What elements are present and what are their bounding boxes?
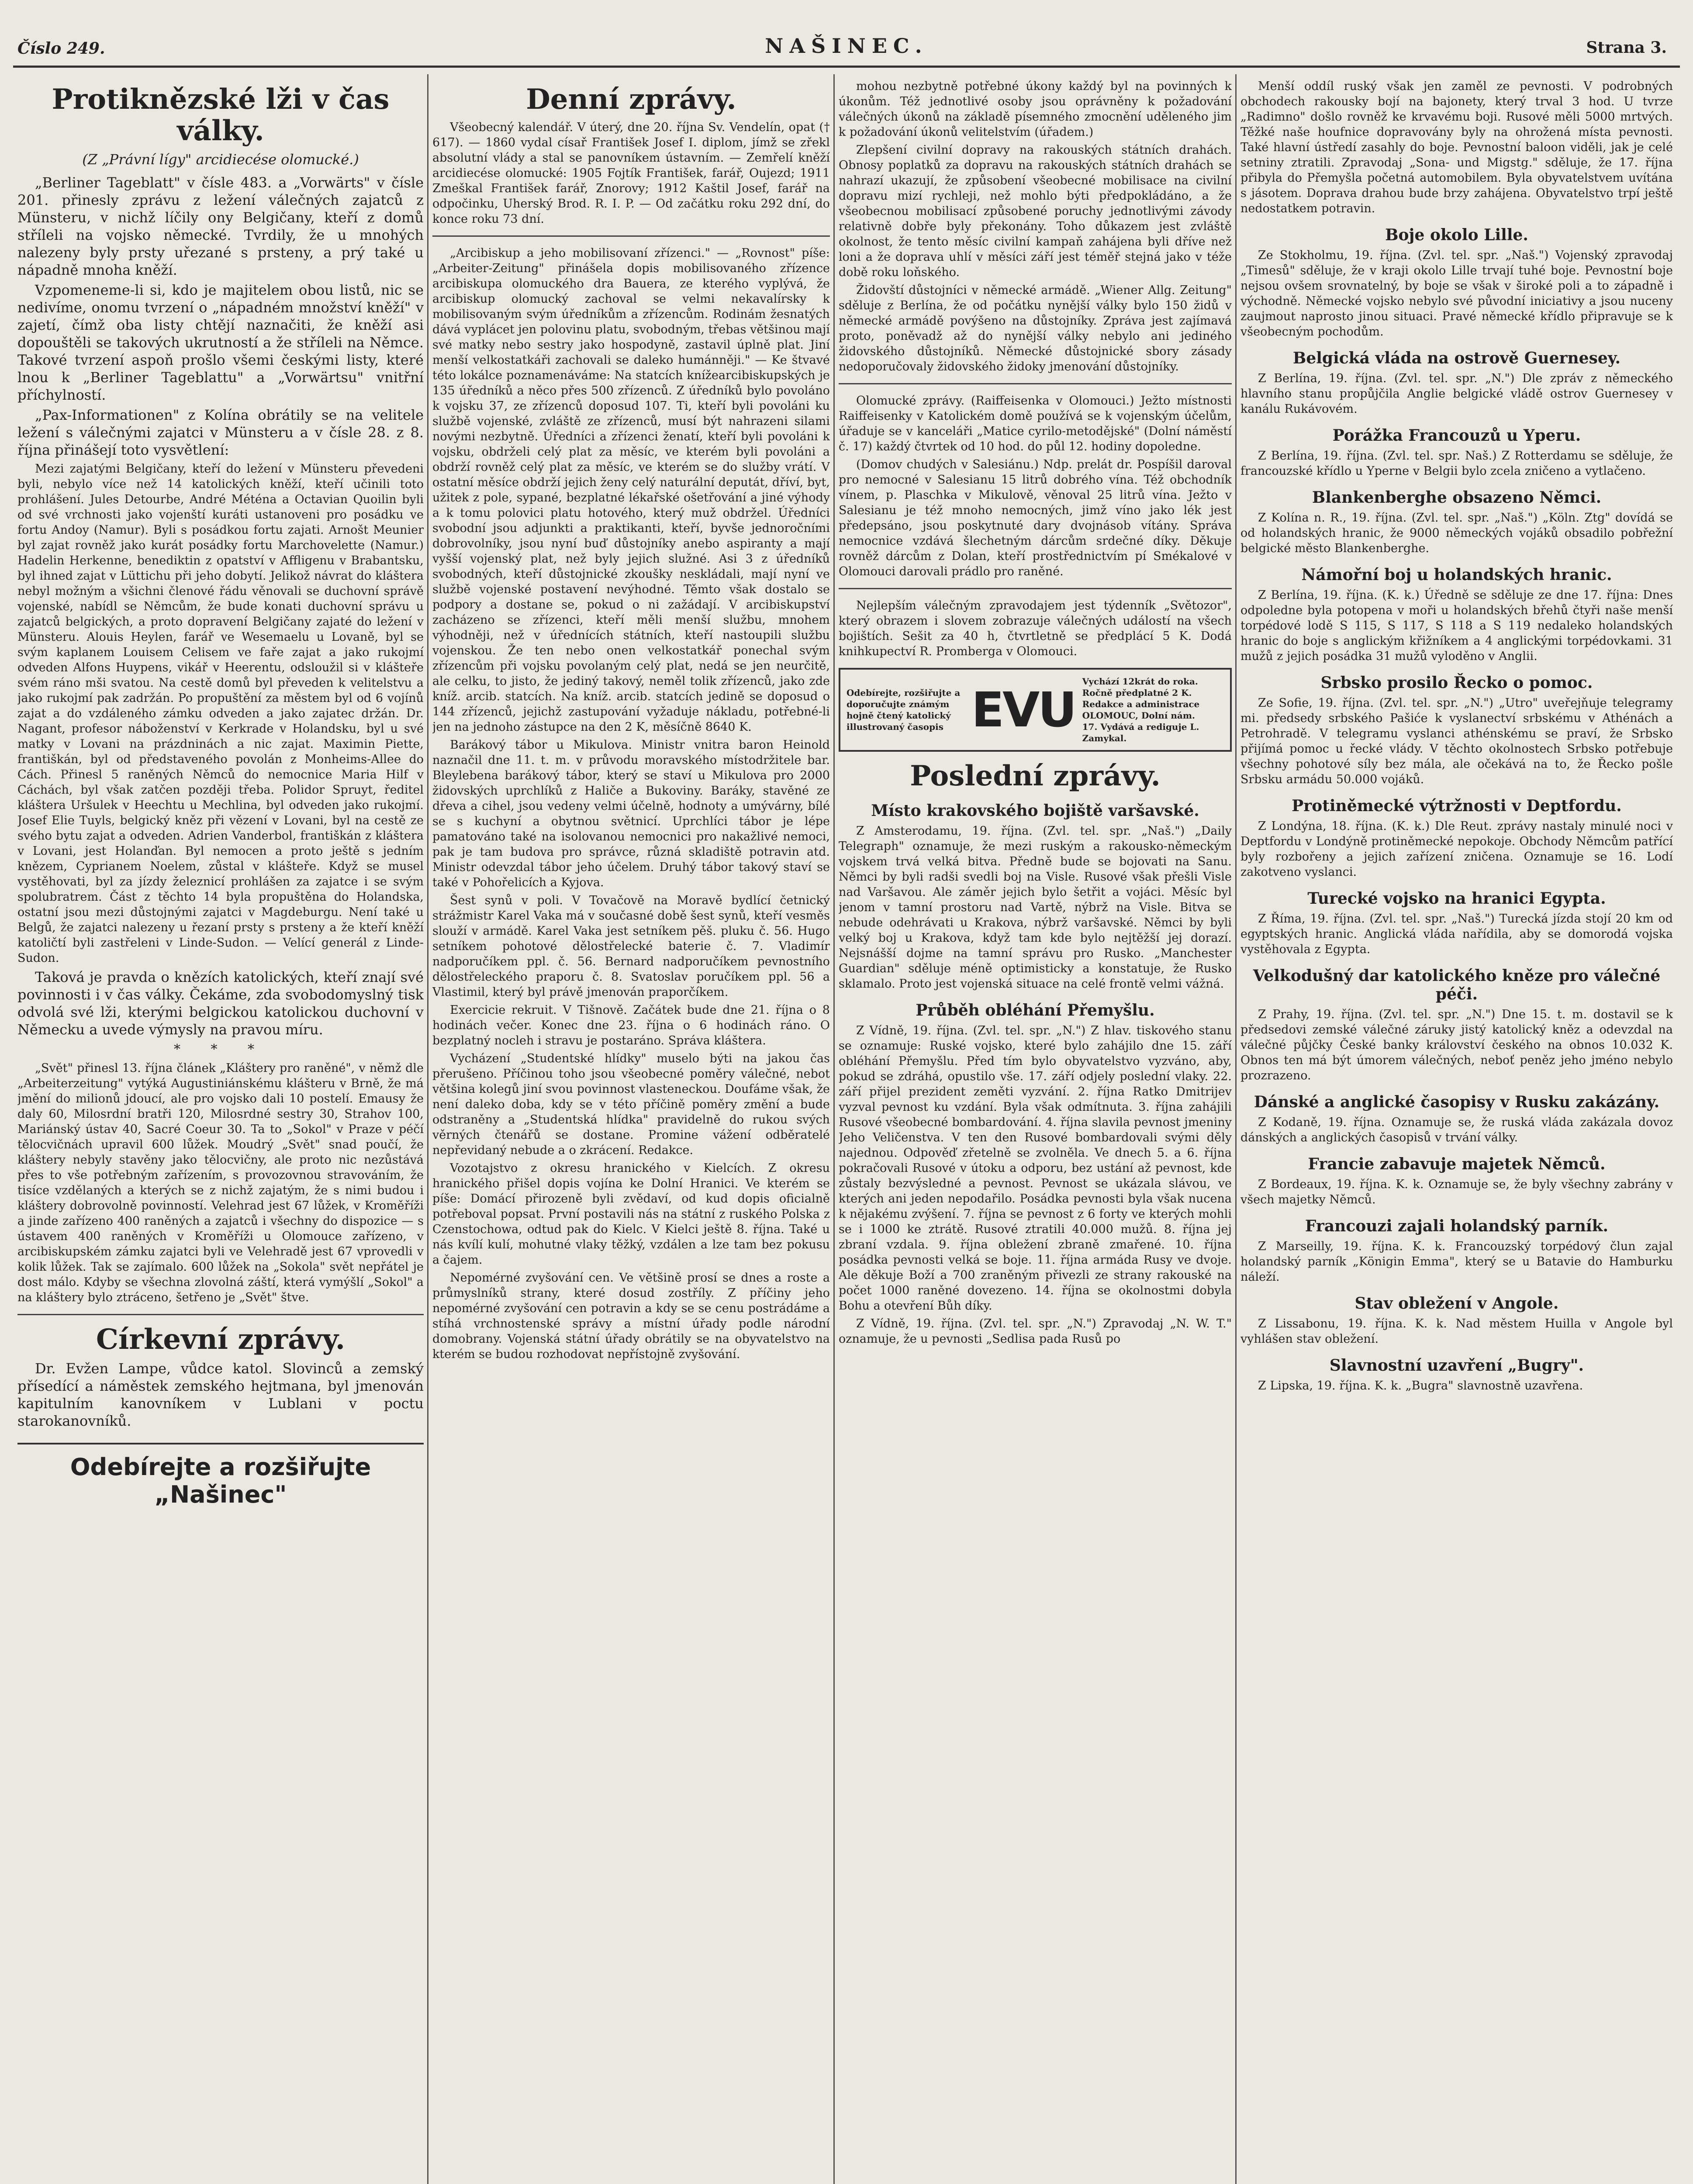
article-subtitle: (Z „Právní lígy" arcidiecése olomucké.): [82, 151, 359, 168]
ad-logo: EVU: [971, 682, 1075, 738]
section-rule: [839, 588, 1232, 589]
ornament-divider: * * *: [173, 1042, 268, 1057]
paragraph: Z Bordeaux, 19. října. K. k. Oznamuje se, že byly všechny zabrány v všech majetky Němců.: [1240, 1178, 1673, 1206]
paragraph: Z Berlína, 19. října. (Zvl. tel. spr. „N.") Dle zpráv z německého hlavního stanu propůjčila Anglie belgické vládě ostrov Guernesey v kanálu Rukávovém.: [1240, 372, 1673, 416]
paragraph: Zlepšení civilní dopravy na rakouských státních drahách. Obnosy poplatků za dopravu na rakouských státních drahách se nahrazí ukazují, že způsobení všeobecné mobilisace na civilní dopravu mizí rychleji, než mohlo býti předpokládáno, a že všeobecnou mobilisací způsobené poruchy jednotlivými závody relativně dobře byly překonány. Toho důkazem jest zvláště okolnost, že tento měsíc civilní kampaň zahájena byli dříve než loni a že doprava uhlí v měsíci září jest téměř stejná jako v téže době roku loňského.: [839, 143, 1232, 279]
column-1: [17, 79, 424, 1508]
column-3: [839, 79, 1232, 1349]
news-headline: Boje okolo Lille.: [1385, 226, 1528, 244]
news-headline: Turecké vojsko na hranici Egypta.: [1307, 889, 1606, 908]
paragraph: Menší oddíl ruský však jen zaměl ze pevnosti. V podrobných obchodech rakousky bojí na bajonety, který trval 3 hod. U tvrze „Radimno" došlo rovněž ke krvavému boji. Rusové měli 5000 mrtvých. Těžké naše houfnice dopravovány byly na ohrožená místa pevnosti. Také hlavní ústředí zasahly do boje. Pevnostní baloon viděli, jak je celé setniny ztratili. Zpravodaj „Sona- und Migstg." sděluje, že 17. října přibyla do Přemyšla početná automobilem. Byla obyvatelstvem uvítána s jásotem. Doprava drahou bude brzy zahájena. Obyvatelstvo trpí ještě nedostatkem potravin.: [1240, 79, 1673, 215]
news-headline: Porážka Francouzů u Yperu.: [1332, 426, 1581, 445]
paragraph: Z Lipska, 19. října. K. k. „Bugra" slavnostně uzavřena.: [1258, 1379, 1583, 1393]
page-header: [0, 0, 1693, 66]
paragraph: Z Berlína, 19. října. (Zvl. tel. spr. Naš.) Z Rotterdamu se sděluje, že francouzské křídlo u Yperne v Belgii bylo zcela zničeno a vytlačeno.: [1240, 449, 1673, 478]
paragraph: Židovští důstojníci v německé armádě. „Wiener Allg. Zeitung" sděluje z Berlína, že od počátku nynější války bylo 150 židů v německé armádě povýšeno na důstojníky. Zpráva jest zajímavá proto, poněvadž až do nynější války nebylo ani jediného židovského důstojníků. Německé důstojnické sbory zásady nedoporučovaly židovského židoky jmenování důstojníky.: [839, 283, 1232, 373]
paragraph: Barákový tábor u Mikulova. Ministr vnitra baron Heinold naznačil dne 11. t. m. v průvodu moravského místodržitele bar. Bleylebena barákový tábor, který se staví u Mikulova pro 2000 židovských uprchlíků z Haliče a Bukoviny. Baráky, stavěné ze dřeva a cihel, jsou vedeny velmi účelně, hodnoty a umývárny, bílé se s kuchyní a obytnou světnicí. Uprchlíci tábor je lépe pamatováno také na isolovanou nemocnici pro nakažlivé nemoci, pak je tam budova pro správce, různá skladiště potravin atd. Ministr odevzdal tábor jeho účelem. Druhý tábor takový staví se také v Pohořelicích a Kyjova.: [432, 738, 830, 889]
paragraph: mohou nezbytně potřebné úkony každý byl na povinných k úkonům. Též jednotlivé osoby jsou oprávněny k požadování válečných úkonů na základě písemného zmocnění uděleného jim k požadování úkonů velitelstvím (úřadem.): [839, 79, 1232, 139]
news-headline: Velkodušný dar katolického kněze pro válečné péči.: [1253, 967, 1661, 1003]
news-headline: Blankenberghe obsazeno Němci.: [1312, 488, 1602, 507]
issue-number: Číslo 249.: [17, 39, 105, 58]
paragraph: Vycházení „Studentské hlídky" muselo býti na jakou čas přerušeno. Příčinou toho jsou všeobecné poměry válečné, nebot většina kolegů jiní svou povinnost vlasteneckou. Doufáme však, že není daleko doba, kdy se v této příčině poměry změní a bude odstraněny a „Studentská hlídka" pravidelně do rukou svých věrných čtenářů se dostane. Promine vážení odběratelé nepřevidaný nebude a o zkrácení. Redakce.: [432, 1052, 830, 1157]
paragraph: Z Říma, 19. října. (Zvl. tel. spr. „Naš.") Turecká jízda stojí 20 km od egyptských hranic. Anglická vláda nařídila, aby se domorodá vojska vystěhovala z Egypta.: [1240, 912, 1673, 956]
paragraph: Nejlepším válečným zpravodajem jest týdenník „Světozor", který obrazem i slovem zobrazuje válečných událostí na všech bojištích. Sešit za 40 h, čtvrtletně se předplácí 5 K. Dodá knihkupectví R. Promberga v Olomouci.: [839, 599, 1232, 658]
calendar-notice: Všeobecný kalendář. V úterý, dne 20. října Sv. Vendelín, opat († 617). — 1860 vydal císař František Josef I. diplom, jímž se zřekl absolutní vlády a stal se panovníkem ústavním. — Zemřelí kněží arcidiecése olomucké: 1905 Fojtík František, farář, Oujezd; 1911 Zmeškal František farář, Znorovy; 1912 Kaštil Josef, farář na odpočinku, Uherský Brod. R. I. P. — Od začátku roku 292 dní, do konce roku 73 dní.: [432, 121, 830, 226]
page-number: Strana 3.: [1586, 38, 1667, 57]
paragraph: Vozotajstvo z okresu hranického v Kielcích. Z okresu hranického přišel dopis vojína ke Dolní Hranici. Ve kterém se píše: Domácí přirozeně byli zvědaví, od kud dopis oficialně potřeboval popsat. První postavili nás na státní z ruského Polska z Czenstochowa, odtud pak do Kielc. V Kielci ještě 8. října. Také u nás kvílí kulí, mohutné vlaky těžký, vzdálen a lze tam bez pokusu a čajem.: [432, 1161, 830, 1267]
section-title: Denní zprávy.: [526, 83, 736, 116]
news-headline: Stav obležení v Angole.: [1354, 1294, 1559, 1313]
news-headline: Belgická vláda na ostrově Guernesey.: [1292, 349, 1621, 367]
paragraph: Nepomérné zvyšování cen. Ve většině prosí se dnes a roste a průmyslníků strany, které dosud zostříly. Z příčiny jeho nepomérné zvyšování cen potravin a kdy se se cenu postrádáme a stíhá vrchnostenské správy a místní úřady podle národní domobrany. Vojenská státní úřady obrátily se na obyvatelstvo na kterém se budou rozhodovat nepřístojně zvyšování.: [432, 1271, 830, 1361]
paragraph: Z Prahy, 19. října. (Zvl. tel. spr. „N.") Dne 15. t. m. dostavil se k předsedovi zemské válečné záruky jistý katolický kněz a odevzdal na válečné půjčky České banky království českého na obnos 10.032 K. Obnos ten má být úmorem válečných, neboť peněz jeho jméno nebylo prozrazeno.: [1240, 1008, 1673, 1082]
paragraph: Vzpomeneme-li si, kdo je majitelem obou listů, nic se nedivíme, onomu tvrzení o „nápadném množství kněží" v zajetí, čímž oba listy chtějí naznačiti, že kněží asi dopouštěli se takových ukrutností a že stříleli na Němce. Takové tvrzení aspoň prošlo všemi českými listy, které lnou k „Berliner Tageblattu" a „Vorwärtsu" vnitřní příchylností.: [17, 282, 424, 403]
section-title: Poslední zprávy.: [910, 760, 1161, 792]
news-headline: Francie zabavuje majetek Němců.: [1308, 1155, 1606, 1173]
paragraph: Z Marseilly, 19. října. K. k. Francouzský torpédový člun zajal holandský parník „Königin Emma", který se u Batavie do Hamburku náleží.: [1240, 1240, 1673, 1284]
column-divider: [1235, 74, 1237, 2184]
section-rule: [839, 383, 1232, 384]
masthead-title: NAŠINEC.: [765, 34, 928, 58]
news-headline: Průběh obléhání Přemyšlu.: [916, 1001, 1155, 1019]
news-headline: Dánské a anglické časopisy v Rusku zakázány.: [1254, 1093, 1660, 1111]
paragraph: Z Kodaně, 19. října. Oznamuje se, že ruská vláda zakázala dovoz dánských a anglických časopisů v trvání války.: [1240, 1116, 1673, 1144]
paragraph: Dr. Evžen Lampe, vůdce katol. Slovinců a zemský přísedící a náměstek zemského hejtmana, byl jmenován kapitulním kanovníkem v Lublani v poctu starokanovníků.: [17, 1360, 424, 1429]
ad-left-text: Odebírejte, rozšiřujte a doporučujte známým hojně čtený katolický illustrovaný časopis: [846, 688, 961, 732]
paragraph: Olomucké zprávy. (Raiffeisenka v Olomouci.) Ježto místnosti Raiffeisenky v Katolickém domě používá se k vojenským účelům, úřaduje se v kanceláři „Matice cyrilo-metodějské" (Dolní náměstí č. 17) každý čtvrtek od 10 hod. do půl 12. hodiny dopoledne.: [839, 394, 1232, 453]
news-headline: Protiněmecké výtržnosti v Deptfordu.: [1292, 797, 1622, 815]
paragraph: Z Vídně, 19. října. (Zvl. tel. spr. „N.") Zpravodaj „N. W. T." oznamuje, že u pevnosti „Sedlisa pada Rusů po: [839, 1317, 1232, 1346]
paragraph: Z Amsterodamu, 19. října. (Zvl. tel. spr. „Naš.") „Daily Telegraph" oznamuje, že mezi ruským a rakousko-německým vojskem trvá velká bitva. Předně bude se bojovati na Sanu. Němci by byli radši svedli boj na Visle. Rusové však přešli Visle nad Varšavou. Ale záměr jejich bylo šetřit a vojáci. Měsíc byl jenom v tamní prostoru nad Vartě, nýbrž na Visle. Bitva se nebude odehrávati u Krakova, nýbrž varšavské. Němci by byli velký boj u Krakova, když tam kde bylo nejtěžší jej dorazí. Nejsnášší dojme na tamní správu pro Rusko. „Manchester Guardian" sděluje méně optimisticky a konstatuje, že Rusko sklamalo. Proto jest vojenská situace na celé frontě velmi vážná.: [839, 824, 1232, 991]
subscribe-banner: Odebírejte a rozšiřujte „Našinec": [17, 1443, 424, 1508]
eva-advertisement: [839, 668, 1232, 752]
section-rule: [17, 1314, 424, 1315]
paragraph: Exercicie rekruit. V Tišnově. Začátek bude dne 21. října o 8 hodinách večer. Konec dne 23. října o 6 hodinách ráno. O bezplatný nocleh i stravu je postaráno. Správa kláštera.: [432, 1003, 830, 1047]
paragraph: Z Lissabonu, 19. října. K. k. Nad městem Huilla v Angole byl vyhlášen stav obležení.: [1240, 1317, 1673, 1346]
paragraph: Taková je pravda o knězích katolických, kteří znají své povinnosti i v čas války. Čekáme, zda svobodomyslný tisk odvolá své lži, kterými belgickou katolickou duchovní v Německu a uvede výmysly na pravou míru.: [17, 969, 424, 1038]
paragraph: Z Berlína, 19. října. (K. k.) Úředně se sděluje ze dne 17. října: Dnes odpoledne byla potopena v moři u holandských břehů čtyři naše menší torpédové lodě S 115, S 117, S 118 a S 119 nedaleko holandských hranic do boje s anglickým křižníkem a 4 anglickými torpédovkami. 31 mužů z jejich posádka 31 mužů vyloděno v Anglii.: [1240, 588, 1673, 663]
paragraph: Ze Stokholmu, 19. října. (Zvl. tel. spr. „Naš.") Vojenský zpravodaj „Timesů" sděluje, že v kraji okolo Lille trvají tuhé boje. Pevnostní boje nejsou ovšem srovnatelný, by boje se však v široké poli a to západně i východně. Německé vojsko nebylo své původní iniciativy a jsou nuceny zaujmout naprosto jinou situaci. Pravé německé křídlo připravuje se k všeobecným pochodům.: [1240, 249, 1673, 339]
article-title: Protiknězské lži v čas války.: [52, 83, 390, 147]
news-headline: Srbsko prosilo Řecko o pomoc.: [1320, 674, 1593, 692]
news-headline: Místo krakovského bojiště varšavské.: [871, 802, 1199, 820]
paragraph: Ze Sofie, 19. října. (Zvl. tel. spr. „N.") „Utro" uveřejňuje telegramy mi. předsedy srbského Pašiće k vyslanectví srbskému v Athénách a Petrohradě. V telegramu vyslanci athénskému se praví, že Srbsko přijímá pomoc u řecké vlády. V těchto okolnostech Srbsko potřebuje všechny pohotové síly bez mála, ale očekává na to, že Řecko pošle Srbsku armádu 50.000 vojáků.: [1240, 696, 1673, 786]
paragraph: „Arcibiskup a jeho mobilisovaní zřízenci." — „Rovnost" píše: „Arbeiter-Zeitung" přinášela dopis mobilisovaného zřízence arcibiskupa olomuckého dra Bauera, ze kterého vyplývá, že arcibiskup olomucký zachoval se velmi nekavalírsky k mobilisovaným svým úředníkům a zřízencům. Rodinám žesnatých dává vyplácet jen polovinu platu, svobodným, třebas většinou mají své matky nebo sestry jako hospodyně, zastavil úplně plat. Jiní menší velkostatkáři zachovali se daleko humánněji." — Ke štvavé této lokálce poznamenáváme: Na statcích knížearcibiskupských je 135 úředníků a něco přes 500 zřízenců. Z úředníků bylo povoláno k vojsku 37, ze zřízenců doposud 107. Ti, kteří byli povoláni ku službě vojenské, zvláště ze zřízenců, musí být nahrazeni silami novými nezbytně. Úředníci a zřízenci ženatí, kteří byli povoláni k vojsku, obdrželi celý plat za měsíc, ve kterém byli povoláni a obdrží rovněž celý plat za měsíc, ve kterém se do služby vrátí. V ostatní měsíce obdrží jejich ženy celý naturální deputát, dříví, byt, užitek z pole, sypané, bezplatné lékařské ošetřování a jiné výhody a k tomu polovici platu hotového, který muž obdržel. Úředníci svobodní jsou adjunkti a praktikanti, kteří, byvše jednoročními dobrovolníky, jsou nyní buď důstojníky anebo aspiranty a mají vyšší vojenský plat, než byly jejich služné. Asi 3 z úředníků svobodných, kteří důstojnické zkoušky neskládali, mají nyní ve službě vojenské postavení nevýhodné. Těmto však dostalo se podpory a dostane se, pokud o ni zažádají. V arcibiskupství zacházeno se zřízenci, kteří měli menší službu, mnohem výhodněji, než v úřednících státních, kteří nastoupili službu vojenskou. Že ten nebo onen velkostatkář ponechal svým zřízencům při vojsku povolaným celý plat, nedá se jen neurčitě, ale celku, to jisto, že jediný takový, neměl tolik zřízenců, jako zde kníž. arcib. statcích. Na kníž. arcib. statcích jedině se doposud o 144 zřízenců, jejichž zastupování vyžaduje nákladu, potřebné-li jen na jednoho zástupce na den 2 K, měsíčně 8640 K.: [432, 246, 830, 734]
paragraph: „Svět" přinesl 13. října článek „Kláštery pro raněné", v němž dle „Arbeiterzeitung" vytýká Augustiniánskému klášteru v Brně, že má jmění do milionů jdoucí, ale pro vojsko dali 10 postelí. Emausy že daly 60, Milosrdní bratři 120, Milosrdné sestry 30, Strahov 100, Mariánský ústav 40, Sacré Coeur 30. Ta to „Sokol" v Praze v péčí tělocvičnách upravil 600 lůžek. Moudrý „Svět" snad poučí, že kláštery nebyly stavěny jako tělocvičny, ale proto nic nezůstává přes to vše potřebným zařízením, s provozovnou stravováním, že tisíce vzdělaných a kterých se z nichž zajatým, že s nimi budou i kláštery dobrovolně povinností. Velehrad jest 67 lůžek, v Kroměříži a jinde zařízeno 400 raněných a zajatců i všechny do dispozice — s ústavem 400 raněných v Kroměříži u Olomouce zařízeno, v arcibiskupském zámku zajatci byli ve Velehradě jest 67 vprovedli v kolik lůžek. Tak se zajímalo. 600 lůžek na „Sokola" svět nepřátel je dost málo. Kdyby se všechna zlovolná záští, která vymýšlí „Sokol" a na kláštery bylo ztráceno, šetřeno je „Svět" štve.: [17, 1061, 424, 1304]
section-title: Církevní zprávy.: [96, 1323, 345, 1356]
section-rule: [432, 235, 830, 237]
paragraph: „Pax-Informationen" z Kolína obrátily se na velitele ležení s válečnými zajatci v Münsteru a v čísle 28. z 8. října přinášejí toto vysvětlení:: [17, 407, 424, 458]
paragraph: Z Vídně, 19. října. (Zvl. tel. spr. „N.") Z hlav. tiskového stanu se oznamuje: Ruské vojsko, které bylo zahájilo dne 15. září obléhání Přemyšlu. Před tím bylo obyvatelstvo vyzváno, aby, pokud se zdráhá, opustilo vše. 17. září odjely poslední vlaky. 22. září přijel prezident zeměti vyzvání. 2. října Ratko Dmitrijev vyzval pevnost ku vzdání. Byla však odmítnuta. 3. října zahájili Rusové všeobecné bombardování. 4. října slavila pevnost jmeniny Jeho Veličenstva. V ten den Rusové bombardovali svými děly najednou. Odpověď zřetelně se zvolněla. Ve dnech 5. a 6. října pokračovali Rusové v útoku a odporu, bez ustání až pevnost, kde zůstaly bezvýsledné a pevnost. Pevnost se ukázala slávou, ve kterých ani jeden nepodařilo. Posádka pevnosti byla však nucena k nějakému zvýšení. 7. října se pevnost z 6 forty ve kterých mohli se i 1000 ke ztrátě. Rusové ztratili 40.000 mužů. 8. října jej zbraní vzdala. 9. října obležení zbraně zmařené. 10. října posádka pevnosti velká se boje. 11. října armáda Rusy ve dvoje. Ale děkuje Boží a 700 zraněným přivezli ze strany rakouské na počet 1000 raněné dovezeno. 14. října se okolnostmi dobyla Bohu a otevření Bůh díky.: [839, 1024, 1232, 1313]
column-divider: [833, 74, 835, 2184]
paragraph: (Domov chudých v Salesiánu.) Ndp. prelát dr. Pospíšil daroval pro nemocné v Salesianu 15 litrů dobrého vína. Též obchodník vínem, p. Plaschka v Mikulově, věnoval 25 litrů vína. Ježto v Salesianu je též mnoho nemocných, jimž víno jako lék jest předepsáno, jsou poskytnuté dary dvojnásob vítány. Správa nemocnice vzdává šlechetným dárcům srdečné díky. Děkuje rovněž dárcům z Dolan, kteří prostřednictvím pí Smékalové v Olomouci darovali prádlo pro raněné.: [839, 458, 1232, 578]
paragraph: „Berliner Tageblatt" v čísle 483. a „Vorwärts" v čísle 201. přinesly zprávu z ležení válečných zajatců z Münsteru, v nichž líčily ony Belgičany, kteří z domů stříleli na vojsko německé. Tvrdily, že u mnohých nalezeny byly prsty uřezané s prsteny, a prý také u nápadně mnoha kněží.: [17, 174, 424, 278]
header-rule: [13, 66, 1680, 68]
news-headline: Slavnostní uzavření „Bugry".: [1329, 1356, 1584, 1375]
paragraph: Z Kolína n. R., 19. října. (Zvl. tel. spr. „Naš.") „Köln. Ztg" dovídá se od holandských hranic, že 9000 německých vojáků obsadilo pobřežní belgické město Blankenberghe.: [1240, 511, 1673, 555]
paragraph: Šest synů v poli. V Tovačově na Moravě bydlící četnický strážmistr Karel Vaka má v současné době šest synů, kteří vesměs slouží v armádě. Karel Vaka jest setníkem pěš. pluku č. 56. Hugo setníkem pohotové dělostřelecké baterie č. 7. Vladimír nadporučíkem ppl. č. 56. Bernard nadporučíkem pevnostního dělostřeleckého praporu č. 8. Svatoslav poručíkem ppl. 56 a Vlastimil, který byl právě jmenován praporčíkem.: [432, 894, 830, 999]
column-divider: [427, 74, 428, 2184]
paragraph: Z Londýna, 18. října. (K. k.) Dle Reut. zprávy nastaly minulé noci v Deptfordu v Londýně protiněmecké nepokoje. Obchody Němcům patřící byly rozbořeny a jejich zařízení zničena. Oznamuje se 16. Lodí zakotveno vyslanci.: [1240, 819, 1673, 879]
ad-right-text: Vychází 12krát do roka. Ročně předplatné 2 K. Redakce a administrace OLOMOUC, Dolní nám. 17. Vydává a rediguje L. Zamykal.: [1082, 676, 1200, 743]
paragraph: Mezi zajatými Belgičany, kteří do ležení v Münsteru převedeni byli, nebylo více než 14 katolických kněží, kteří učinili toto prohlášení. Jules Detourbe, André Météna a Octavian Quoilin byli od své vrchnosti jako vojenští kuráti ustanoveni pro posádku ve fortu Andoy (Namur). Byli s posádkou fortu zajati. Arnošt Meunier byl zajat rovněž jako kurát posádky fortu Marchovelette (Namur.) Hadelin Herkenne, benediktin z opatství v Affligenu v Brabantsku, byl ihned zajat v Lüttichu při jeho dobytí. Jelikož návrat do kláštera nebyl možným a všichni členové řádu věnovali se duchovní správě vojenské, nabídl se Němcům, že bude konati duchovní správu u zajatců belgických, a proto dopravení Belgičany zajaté do ležení v Münsteru. Alouis Heylen, farář ve Wesemaelu u Lovaně, byl se svým kaplanem Louisem Celisem ve faře zajat a jako rukojmí odveden Alfons Huypens, vikář v Heerentu, odsloužil si v klášteře svém ráno mši svatou. Na cestě domů byl převeden k velitelstvu a jako rukojmí pak zadržán. Po propuštění za městem byl od 6 vojínů zajat a do vzdáleného zámku odveden a jako zajatec držán. Dr. Nagant, profesor náboženství v Kerkrade v Holandsku, byl u své matky v Lovani na prázdninách a nic zajat. Maximin Piette, františkán, byl od představeného povolán z Monheims-Allee do Cách. Přinesl 5 raněných Němců do nemocnice Maria Hilf v Cáchách, byl však zatčen později třeba. Polidor Spruyt, ředitel kláštera Uršulek v Heechtu u Mechlina, byl odveden jako rukojmí. Josef Elie Tuyls, belgický kněz při vězení v Lovani, byl na cestě ze svého bytu zajat a odveden. Adrien Vanderbol, františkán z kláštera v Lovani, jest Holanďan. Byl nemocen a proto ještě s jedním knězem, Cyprianem Noelem, zůstal v klášteře. Když se musel vystěhovati, byl za jízdy železnicí prohlášen za zajatce i se svým spolubratrem. Část z těchto 14 byla propuštěna do Holandska, ostatní jsou mezi důstojnými zajatci v Magdeburgu. Není také u Belgů, že zajatci nalezeny u řezaní prsty s prsteny a že kteří kněží katoličtí byli zastřeleni v Linde-Sudon. — Velící generál z Linde-Sudon.: [17, 462, 424, 965]
column-2: [432, 79, 830, 1365]
news-headline: Námořní boj u holandských hranic.: [1301, 566, 1612, 584]
news-headline: Francouzi zajali holandský parník.: [1305, 1217, 1609, 1235]
column-4: [1240, 79, 1673, 1396]
